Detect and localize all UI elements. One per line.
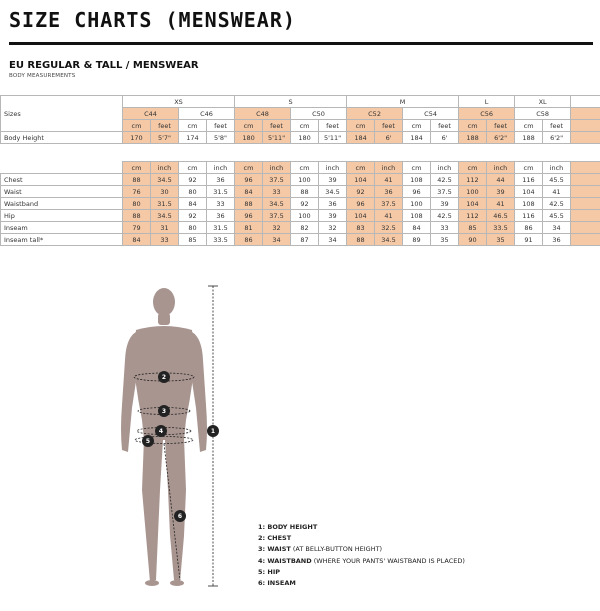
table-cell: 46.5 [487, 210, 515, 222]
table-cell: 87 [291, 234, 319, 246]
section-subtitle: BODY MEASUREMENTS [9, 73, 76, 79]
size-group-xl: XL [515, 96, 571, 108]
table-cell: 96 [235, 174, 263, 186]
size-code: C44 [123, 108, 179, 120]
legend-item: 1: BODY HEIGHT [258, 523, 318, 531]
table-cell: 88 [291, 186, 319, 198]
table-cell: 88 [123, 210, 151, 222]
unit-cell: cm [179, 120, 207, 132]
table-row [1, 186, 600, 198]
row-label: Inseam [1, 222, 123, 234]
table-cell: 85 [459, 222, 487, 234]
table-cell: 35 [487, 234, 515, 246]
table-cell: 104 [515, 186, 543, 198]
table-cell: 34.5 [375, 234, 403, 246]
table-cell: 170 [123, 132, 151, 144]
marker-5: 5 [145, 438, 151, 445]
table-cell: 108 [515, 198, 543, 210]
unit-cell: cm [515, 162, 543, 174]
table-cell: 36 [207, 174, 235, 186]
table-cell: 45.5 [543, 210, 571, 222]
table-cell: 39 [319, 210, 347, 222]
body-height-row [1, 132, 600, 144]
table-cell: 34.5 [151, 210, 179, 222]
table-cell: 100 [459, 186, 487, 198]
unit-cell: cm [515, 120, 543, 132]
table-cell: 39 [487, 186, 515, 198]
unit-cell: feet [375, 120, 403, 132]
size-code: C46 [179, 108, 235, 120]
table-cell: 108 [403, 174, 431, 186]
table-cell: 180 [235, 132, 263, 144]
table-cell: 84 [123, 234, 151, 246]
size-group-m: M [347, 96, 459, 108]
table-cell: 6'2" [487, 132, 515, 144]
overflow-cell [571, 174, 600, 186]
size-group-xs: XS [123, 96, 235, 108]
unit-cell: feet [319, 120, 347, 132]
table-cell: 92 [179, 210, 207, 222]
title-divider [9, 42, 593, 45]
unit-cell: inch [543, 162, 571, 174]
body-silhouette [100, 280, 240, 605]
marker-2: 2 [161, 374, 167, 381]
unit-cell: feet [207, 120, 235, 132]
unit-cell: cm [403, 162, 431, 174]
table-cell: 36 [543, 234, 571, 246]
unit-cell: cm [235, 162, 263, 174]
measurements-table [0, 161, 600, 246]
overflow-cell [571, 96, 600, 108]
page-title: SIZE CHARTS (MENSWEAR) [9, 8, 296, 32]
table-cell: 100 [291, 174, 319, 186]
table-cell: 116 [515, 174, 543, 186]
table-cell: 41 [375, 210, 403, 222]
unit-cell: cm [459, 120, 487, 132]
table-cell: 85 [179, 234, 207, 246]
table-row [1, 222, 600, 234]
table-cell: 96 [235, 210, 263, 222]
table-cell: 37.5 [263, 210, 291, 222]
legend-item: 6: INSEAM [258, 579, 296, 588]
legend-item: 3: WAIST (AT BELLY-BUTTON HEIGHT) [258, 545, 383, 554]
unit-cell: cm [291, 120, 319, 132]
table-cell: 34.5 [151, 174, 179, 186]
table-cell: 34 [319, 234, 347, 246]
table-cell: 180 [291, 132, 319, 144]
body-figure [100, 280, 240, 605]
empty-cell [1, 162, 123, 174]
table-cell: 76 [123, 186, 151, 198]
measurement-legend [258, 522, 465, 589]
size-code: C56 [459, 108, 515, 120]
unit-cell: inch [375, 162, 403, 174]
table-row [1, 174, 600, 186]
unit-cell: feet [543, 120, 571, 132]
table-cell: 88 [123, 174, 151, 186]
size-group-s: S [235, 96, 347, 108]
legend-item: 5: HIP [258, 567, 281, 576]
table-cell: 88 [347, 234, 375, 246]
unit-cell: feet [151, 120, 179, 132]
size-code: C58 [515, 108, 571, 120]
row-label: Inseam tall* [1, 234, 123, 246]
size-code: C50 [291, 108, 347, 120]
table-cell: 92 [291, 198, 319, 210]
table-cell: 33 [431, 222, 459, 234]
table-cell: 82 [291, 222, 319, 234]
marker-6: 6 [177, 513, 183, 520]
table-cell: 89 [403, 234, 431, 246]
table-cell: 42.5 [543, 198, 571, 210]
table-cell: 96 [347, 198, 375, 210]
table-cell: 32 [319, 222, 347, 234]
table-cell: 32.5 [375, 222, 403, 234]
section-title: EU REGULAR & TALL / MENSWEAR [9, 60, 199, 71]
table-cell: 39 [319, 174, 347, 186]
table-row [1, 198, 600, 210]
unit-cell: cm [347, 162, 375, 174]
table-cell: 83 [347, 222, 375, 234]
unit-cell: cm [291, 162, 319, 174]
table-cell: 33 [151, 234, 179, 246]
unit-cell: feet [487, 120, 515, 132]
table-cell: 5'11" [263, 132, 291, 144]
marker-1: 1 [210, 428, 216, 435]
row-label: Hip [1, 210, 123, 222]
table-cell: 79 [123, 222, 151, 234]
table-cell: 84 [179, 198, 207, 210]
table-cell: 35 [431, 234, 459, 246]
table-cell: 41 [487, 198, 515, 210]
table-cell: 108 [403, 210, 431, 222]
table-cell: 34 [263, 234, 291, 246]
legend-item: 2: CHEST [258, 534, 292, 543]
table-cell: 84 [235, 186, 263, 198]
table-cell: 34.5 [319, 186, 347, 198]
table-cell: 80 [179, 186, 207, 198]
table-cell: 96 [403, 186, 431, 198]
table-cell: 92 [347, 186, 375, 198]
table-cell: 31.5 [207, 222, 235, 234]
table-cell: 5'8" [207, 132, 235, 144]
table-cell: 42.5 [431, 210, 459, 222]
unit-cell: inch [487, 162, 515, 174]
table-cell: 116 [515, 210, 543, 222]
table-cell: 36 [375, 186, 403, 198]
row-label: Waistband [1, 198, 123, 210]
table-cell: 80 [179, 222, 207, 234]
size-code: C52 [347, 108, 403, 120]
table-cell: 39 [431, 198, 459, 210]
unit-cell: feet [431, 120, 459, 132]
unit-cell: cm [123, 120, 151, 132]
marker-3: 3 [161, 408, 167, 415]
unit-cell: cm [347, 120, 375, 132]
table-cell: 31 [151, 222, 179, 234]
size-group-row [1, 96, 600, 108]
table-cell: 100 [403, 198, 431, 210]
table-cell: 90 [459, 234, 487, 246]
unit-cell: cm [179, 162, 207, 174]
table-cell: 6' [375, 132, 403, 144]
marker-4: 4 [158, 428, 164, 435]
table-cell: 174 [179, 132, 207, 144]
row-label: Waist [1, 186, 123, 198]
table-cell: 33.5 [207, 234, 235, 246]
row-label: Chest [1, 174, 123, 186]
unit-cell: cm [123, 162, 151, 174]
body-height-label: Body Height [1, 132, 123, 144]
overflow-cell [571, 186, 600, 198]
table-cell: 45.5 [543, 174, 571, 186]
table-cell: 112 [459, 210, 487, 222]
table-cell: 33.5 [487, 222, 515, 234]
size-group-l: L [459, 96, 515, 108]
unit-cell: cm [403, 120, 431, 132]
size-code: C54 [403, 108, 459, 120]
unit-cell: inch [263, 162, 291, 174]
table-cell: 188 [515, 132, 543, 144]
table-cell: 184 [347, 132, 375, 144]
unit-cell: feet [263, 120, 291, 132]
table-cell: 36 [319, 198, 347, 210]
table-cell: 33 [263, 186, 291, 198]
table-row [1, 210, 600, 222]
table-cell: 34 [543, 222, 571, 234]
table-cell: 5'11" [319, 132, 347, 144]
overflow-cell [571, 234, 600, 246]
table-cell: 31.5 [151, 198, 179, 210]
table-cell: 36 [207, 210, 235, 222]
table-cell: 37.5 [263, 174, 291, 186]
table-cell: 6' [431, 132, 459, 144]
table-cell: 188 [459, 132, 487, 144]
overflow-cell [571, 210, 600, 222]
table-cell: 30 [151, 186, 179, 198]
unit-cell: cm [459, 162, 487, 174]
table-cell: 88 [235, 198, 263, 210]
overflow-cell [571, 198, 600, 210]
overflow-cell [571, 108, 600, 120]
table-cell: 81 [235, 222, 263, 234]
table-cell: 80 [123, 198, 151, 210]
overflow-cell [571, 222, 600, 234]
table-cell: 104 [459, 198, 487, 210]
table-cell: 5'7" [151, 132, 179, 144]
table-cell: 100 [291, 210, 319, 222]
table-cell: 184 [403, 132, 431, 144]
table-cell: 84 [403, 222, 431, 234]
size-code: C48 [235, 108, 291, 120]
table-row [1, 234, 600, 246]
table-cell: 92 [179, 174, 207, 186]
overflow-cell [571, 162, 600, 174]
overflow-cell [571, 132, 600, 144]
unit-row [1, 162, 600, 174]
table-cell: 41 [375, 174, 403, 186]
table-cell: 34.5 [263, 198, 291, 210]
unit-cell: inch [319, 162, 347, 174]
table-cell: 41 [543, 186, 571, 198]
table-cell: 91 [515, 234, 543, 246]
unit-cell: inch [151, 162, 179, 174]
table-cell: 6'2" [543, 132, 571, 144]
unit-cell: inch [207, 162, 235, 174]
unit-cell: cm [235, 120, 263, 132]
table-cell: 86 [515, 222, 543, 234]
table-cell: 32 [263, 222, 291, 234]
table-cell: 37.5 [431, 186, 459, 198]
table-cell: 104 [347, 210, 375, 222]
size-table [0, 95, 600, 144]
table-cell: 42.5 [431, 174, 459, 186]
table-cell: 31.5 [207, 186, 235, 198]
unit-cell: inch [431, 162, 459, 174]
table-cell: 44 [487, 174, 515, 186]
table-cell: 112 [459, 174, 487, 186]
legend-item: 4: WAISTBAND (WHERE YOUR PANTS' WAISTBAND IS PLACED) [258, 556, 465, 565]
sizes-label: Sizes [1, 96, 123, 132]
table-cell: 104 [347, 174, 375, 186]
overflow-cell [571, 120, 600, 132]
table-cell: 33 [207, 198, 235, 210]
table-cell: 86 [235, 234, 263, 246]
table-cell: 37.5 [375, 198, 403, 210]
